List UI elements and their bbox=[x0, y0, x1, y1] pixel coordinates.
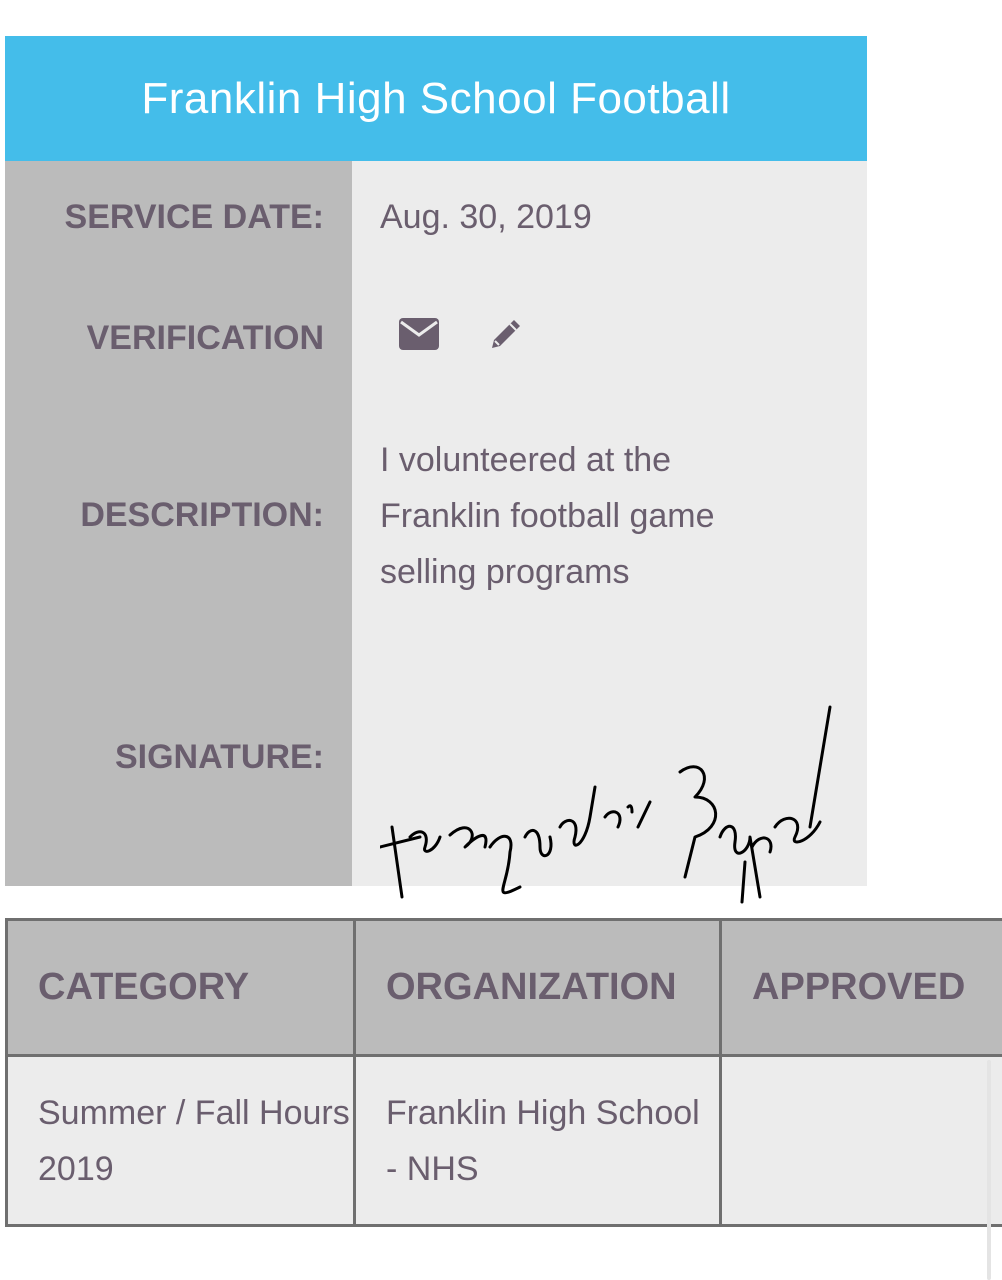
pencil-icon[interactable] bbox=[488, 316, 524, 361]
service-date-label: SERVICE DATE: bbox=[5, 161, 352, 273]
column-header-category[interactable]: CATEGORY bbox=[7, 920, 355, 1056]
card-title: Franklin High School Football bbox=[5, 36, 867, 161]
verification-label: VERIFICATION bbox=[5, 273, 352, 403]
verification-value bbox=[352, 273, 867, 403]
service-date-row bbox=[5, 161, 867, 273]
description-text: I volunteered at the Franklin football game selling programs bbox=[380, 440, 715, 591]
verification-row bbox=[5, 273, 867, 403]
scrollbar[interactable] bbox=[987, 1060, 991, 1280]
verification-icons bbox=[380, 316, 524, 361]
hours-table bbox=[5, 918, 1002, 1227]
service-date-value: Aug. 30, 2019 bbox=[352, 161, 867, 273]
description-label: DESCRIPTION: bbox=[5, 403, 352, 628]
table-header-row bbox=[7, 920, 1002, 1056]
envelope-icon[interactable] bbox=[398, 317, 440, 360]
category-cell: Summer / Fall Hours 2019 bbox=[7, 1056, 355, 1226]
organization-cell: Franklin High School - NHS bbox=[355, 1056, 721, 1226]
column-header-approved[interactable]: APPROVED bbox=[721, 920, 1002, 1056]
signature-value bbox=[352, 628, 867, 886]
description-value bbox=[352, 403, 867, 628]
description-row bbox=[5, 403, 867, 628]
service-record-card bbox=[5, 36, 867, 886]
approved-cell bbox=[721, 1056, 1002, 1226]
signature-row bbox=[5, 628, 867, 886]
column-header-organization[interactable]: ORGANIZATION bbox=[355, 920, 721, 1056]
table-row bbox=[7, 1056, 1002, 1226]
signature-label: SIGNATURE: bbox=[5, 628, 352, 886]
signature-image bbox=[380, 687, 850, 907]
